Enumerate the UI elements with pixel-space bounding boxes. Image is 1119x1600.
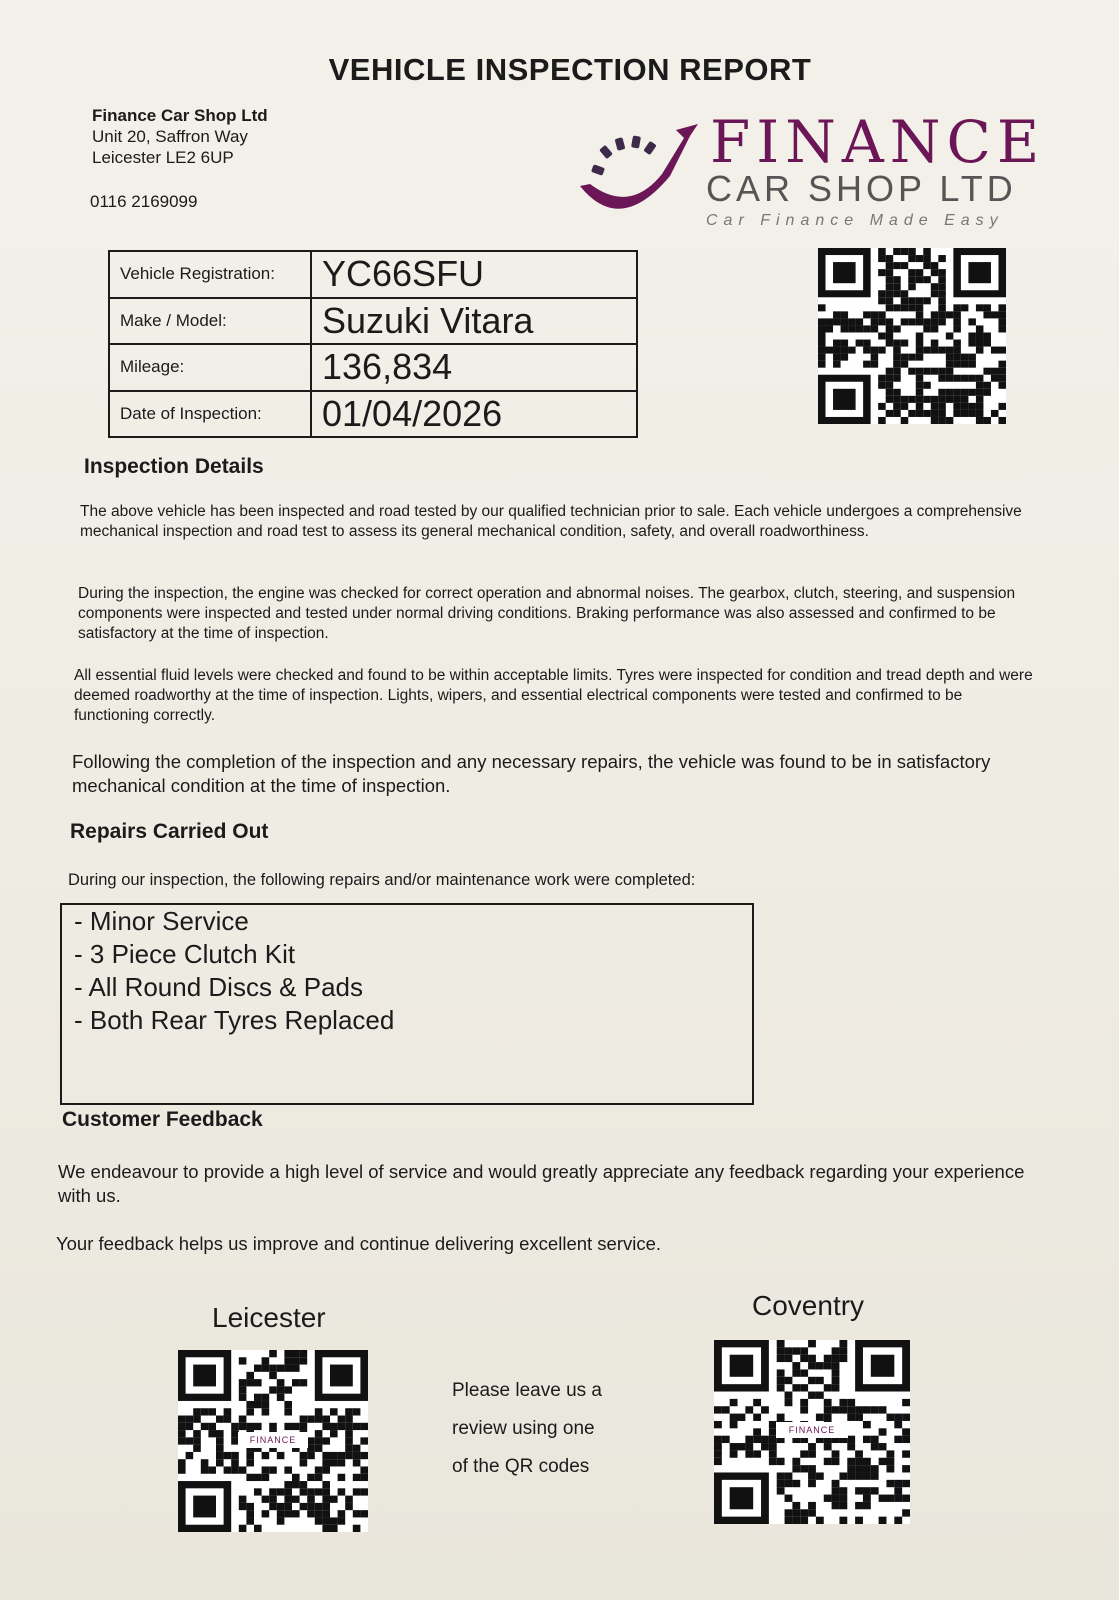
make-model-value: Suzuki Vitara (311, 298, 637, 345)
repairs-list (62, 905, 752, 1037)
review-line-2: review using one (452, 1418, 595, 1439)
logo-swoosh-icon (580, 116, 710, 226)
inspection-date-label: Date of Inspection: (109, 391, 311, 438)
logo-word-finance: FINANCE (710, 108, 1046, 176)
vehicle-registration-value: YC66SFU (311, 251, 637, 298)
customer-feedback-heading: Customer Feedback (62, 1108, 263, 1131)
review-instruction (452, 1372, 602, 1486)
table-row (109, 391, 637, 438)
inspection-date-value: 01/04/2026 (311, 391, 637, 438)
table-row (109, 251, 637, 298)
company-logo (580, 108, 1046, 232)
coventry-qr-logo: FINANCE (776, 1422, 848, 1438)
inspection-details-heading: Inspection Details (84, 455, 264, 478)
logo-tagline: Car Finance Made Easy (706, 212, 1004, 229)
leicester-qr-logo: FINANCE (238, 1432, 308, 1448)
company-address-block (92, 105, 268, 168)
mileage-value: 136,834 (311, 344, 637, 391)
repairs-heading: Repairs Carried Out (70, 820, 269, 843)
company-phone: 0116 2169099 (90, 192, 198, 211)
company-address-line1: Unit 20, Saffron Way (92, 127, 248, 146)
coventry-label: Coventry (752, 1290, 865, 1321)
qr-code-icon[interactable] (818, 248, 1006, 424)
list-item: - Minor Service (74, 906, 249, 936)
leicester-label: Leicester (212, 1302, 326, 1333)
list-item: - All Round Discs & Pads (74, 972, 364, 1002)
table-row (109, 344, 637, 391)
feedback-paragraph-2: Your feedback helps us improve and continue delivering excellent service. (56, 1233, 662, 1254)
company-address-line2: Leicester LE2 6UP (92, 148, 234, 167)
company-name: Finance Car Shop Ltd (92, 106, 268, 125)
list-item: - 3 Piece Clutch Kit (74, 939, 296, 969)
repairs-list-box (60, 903, 754, 1105)
logo-word-car-shop: CAR SHOP LTD (706, 168, 1017, 209)
table-row (109, 298, 637, 345)
review-line-1: Please leave us a (452, 1380, 602, 1401)
inspection-paragraph-1: The above vehicle has been inspected and road tested by our qualified technician prior to sale. Each vehicle undergoes a comprehensive mechanical inspection and road test to assess its general mechanical condition, safety, and overall roadworthiness. (80, 503, 1022, 540)
coventry-qr-code-icon[interactable] (714, 1340, 910, 1524)
review-line-3: of the QR codes (452, 1456, 590, 1477)
leicester-qr-code-icon[interactable] (178, 1350, 368, 1532)
feedback-paragraph-1: We endeavour to provide a high level of service and would greatly appreciate any feedback regarding your experience with us. (58, 1161, 1025, 1206)
vehicle-registration-label: Vehicle Registration: (109, 251, 311, 298)
page-title: VEHICLE INSPECTION REPORT (328, 52, 812, 87)
inspection-paragraph-2: During the inspection, the engine was checked for correct operation and abnormal noises. The gearbox, clutch, steering, and suspension components were inspected and tested under normal driving conditions. Braking performance was also assessed and confirmed to be satisfactory at the time of inspection. (78, 585, 1016, 642)
inspection-paragraph-3: All essential fluid levels were checked and found to be within acceptable limits. Tyres were inspected for condition and tread depth and were deemed roadworthy at the time of inspection. Lights, wipers, and essential electrical components were tested and confirmed to be functioning correctly. (74, 667, 1033, 724)
inspection-paragraph-4: Following the completion of the inspection and any necessary repairs, the vehicle was found to be in satisfactory mechanical condition at the time of inspection. (72, 751, 991, 796)
make-model-label: Make / Model: (109, 298, 311, 345)
repairs-intro: During our inspection, the following repairs and/or maintenance work were completed: (68, 871, 696, 889)
vehicle-details-table (108, 250, 638, 438)
list-item: - Both Rear Tyres Replaced (74, 1005, 395, 1035)
mileage-label: Mileage: (109, 344, 311, 391)
